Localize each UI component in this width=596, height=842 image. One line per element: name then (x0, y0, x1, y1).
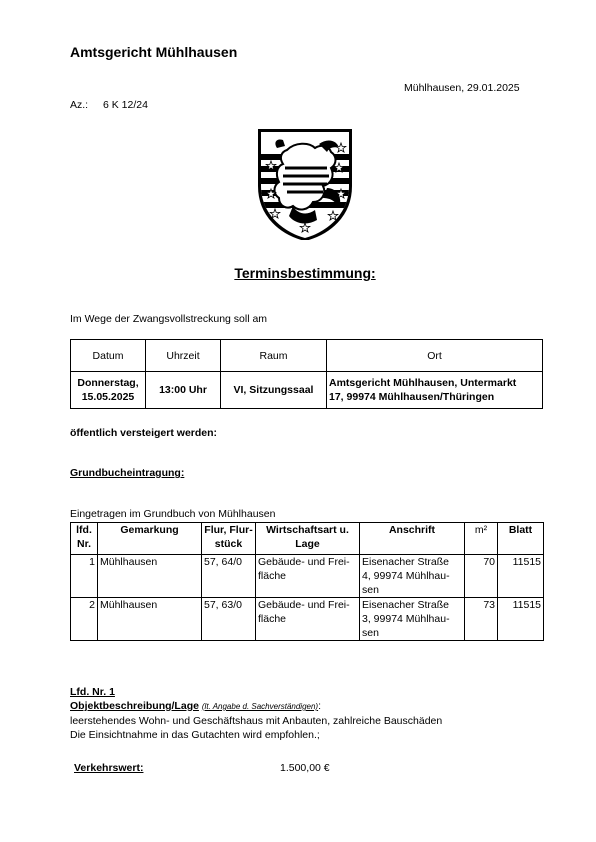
object-description: leerstehendes Wohn- und Geschäftshaus mit Anbauten, zahlreiche Bauschäden (70, 715, 443, 727)
appointment-header-row (71, 340, 543, 372)
document-heading: Terminsbestimmung: (234, 265, 376, 281)
row-gemarkung: Mühlhausen (98, 598, 202, 641)
row-wirtschaftsart (256, 598, 360, 641)
row-gemarkung: Mühlhausen (98, 555, 202, 598)
cell-line: fläche (258, 570, 287, 582)
col-header-ort: Ort (327, 340, 543, 372)
col-header-flur (202, 523, 256, 555)
col-header-gemarkung: Gemarkung (98, 523, 202, 555)
cell-line: 4, 99974 Mühlhau- (362, 570, 450, 582)
appointment-time: 13:00 Uhr (146, 372, 221, 409)
row-anschrift (360, 598, 465, 641)
cell-line: 3, 99974 Mühlhau- (362, 613, 450, 625)
intro-text: Im Wege der Zwangsvollstreckung soll am (70, 313, 268, 325)
row-anschrift (360, 555, 465, 598)
auction-statement: öffentlich versteigert werden: (70, 427, 218, 439)
location-line-2: 17, 99974 Mühlhausen/Thüringen (329, 391, 495, 403)
table-row (71, 555, 544, 598)
col-header-datum: Datum (71, 340, 146, 372)
land-register-table (70, 522, 544, 641)
header-text: stück (214, 538, 243, 550)
appointment-location (327, 372, 543, 409)
object-label: Objektbeschreibung/Lage (70, 700, 199, 712)
row-nr: 2 (71, 598, 98, 641)
cell-line: Eisenacher Straße (362, 556, 449, 568)
col-header-wirtschaftsart (256, 523, 360, 555)
cell-line: sen (362, 627, 379, 639)
appointment-date (71, 372, 146, 409)
land-register-heading: Grundbucheintragung: (70, 467, 185, 479)
object-colon: : (318, 700, 322, 712)
date-value: 15.05.2025 (81, 391, 135, 403)
cell-line: Eisenacher Straße (362, 599, 449, 611)
row-flur: 57, 64/0 (202, 555, 256, 598)
header-text: Wirtschaftsart u. (266, 524, 349, 536)
row-qm: 73 (465, 598, 498, 641)
cell-line: sen (362, 584, 379, 596)
court-name: Amtsgericht Mühlhausen (70, 44, 238, 60)
header-text: lfd. (76, 524, 92, 536)
date-weekday: Donnerstag, (77, 377, 139, 389)
col-header-qm: m² (465, 523, 498, 555)
header-text: Lage (295, 538, 320, 550)
header-text: Nr. (76, 538, 91, 550)
object-note: (lt. Angabe d. Sachverständigen) (201, 702, 319, 711)
col-header-raum: Raum (221, 340, 327, 372)
row-nr: 1 (71, 555, 98, 598)
col-header-nr (71, 523, 98, 555)
row-blatt: 11515 (498, 598, 544, 641)
header-text: Flur, Flur- (204, 524, 253, 536)
land-register-header-row (71, 523, 544, 555)
land-register-intro: Eingetragen im Grundbuch von Mühlhausen (70, 508, 276, 520)
col-header-uhrzeit: Uhrzeit (146, 340, 221, 372)
lot-heading: Lfd. Nr. 1 (70, 686, 115, 698)
location-line-1: Amtsgericht Mühlhausen, Untermarkt (329, 377, 517, 389)
file-number-label: Az.: (70, 99, 89, 111)
cell-line: fläche (258, 613, 287, 625)
row-flur: 57, 63/0 (202, 598, 256, 641)
object-description-label (70, 700, 321, 712)
appointment-room: VI, Sitzungssaal (221, 372, 327, 409)
appointment-table (70, 339, 543, 409)
file-number: 6 K 12/24 (103, 99, 148, 111)
appointment-row (71, 372, 543, 409)
col-header-blatt: Blatt (498, 523, 544, 555)
market-value-label: Verkehrswert: (74, 762, 144, 774)
thuringia-coat-of-arms-icon (257, 128, 353, 240)
place-date: Mühlhausen, 29.01.2025 (404, 82, 520, 94)
cell-line: Gebäude- und Frei- (258, 599, 350, 611)
market-value: 1.500,00 € (280, 762, 330, 774)
row-qm: 70 (465, 555, 498, 598)
row-wirtschaftsart (256, 555, 360, 598)
report-notice: Die Einsichtnahme in das Gutachten wird empfohlen.; (70, 729, 320, 741)
col-header-anschrift: Anschrift (360, 523, 465, 555)
row-blatt: 11515 (498, 555, 544, 598)
table-row (71, 598, 544, 641)
cell-line: Gebäude- und Frei- (258, 556, 350, 568)
